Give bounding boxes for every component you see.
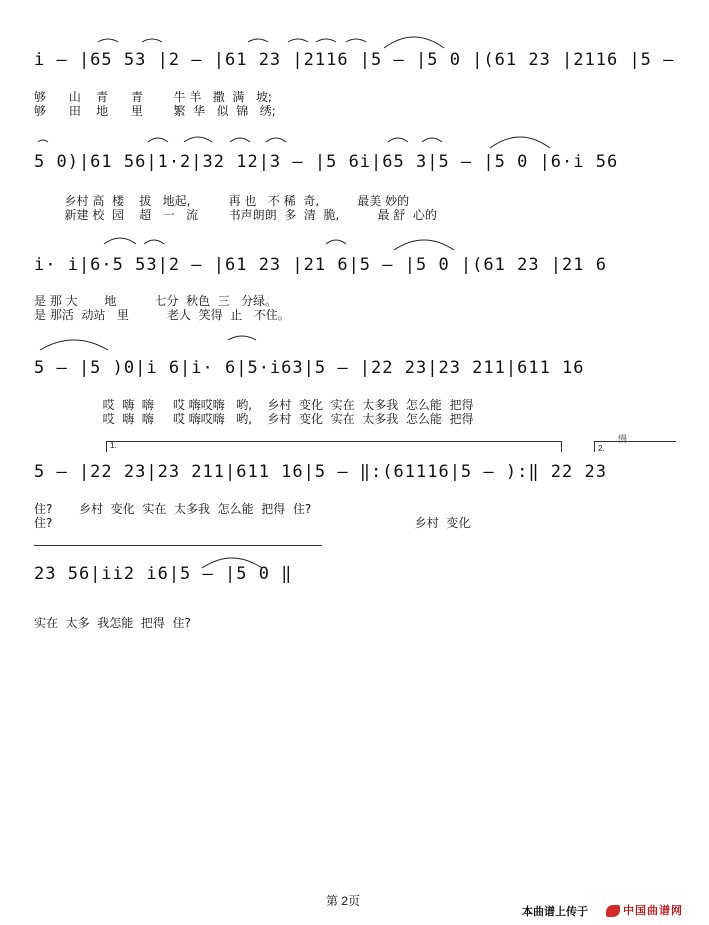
page-number: 第 2页 <box>326 894 361 908</box>
lyric-verse-1: 是 那 大 地 七分 秋色 三 分绿。 <box>34 294 278 308</box>
volta-first-ending <box>106 441 562 452</box>
site-logo-icon <box>606 905 620 917</box>
tempo-mark: 慢 <box>618 435 628 445</box>
lyric-verse-2: 够 田 地 里 繁 华 似 锦 绣; <box>34 104 276 118</box>
notation-line-2: 5 0)|61 56|1·2|32 12|3 – |5 6i̇|65 3|5 – |5 0 |6·i̇ 56 <box>34 152 619 172</box>
staff-system-2 <box>34 130 684 225</box>
volta-label-1: 1. <box>110 441 117 450</box>
volta-label-2: 2. <box>598 444 605 453</box>
notation-line-4: 5 – |5 )0|i̇ 6|i̇· 6|5·i̇63|5 – |22 23|23 211|611 16 <box>34 358 585 378</box>
lyric-verse-2: 哎 嗨 嗨 哎 嗨哎嗨 哟, 乡村 变化 实在 太多我 怎么能 把得 <box>34 412 474 426</box>
notation-line-1: i̇ – |65 53 |2 – |61 23 |2116 |5 – |5 0 |(61 23 |2116 |5 – <box>34 50 675 70</box>
site-name: 中国曲谱网 <box>623 905 683 917</box>
lyric-verse-2: 是 那活 动站 里 老人 笑得 止 不住。 <box>34 308 290 322</box>
staff-system-5 <box>34 452 684 532</box>
staff-system-4 <box>34 330 684 430</box>
staff-system-1 <box>34 32 684 122</box>
lyric-verse-2: 住? 乡村 变化 <box>34 516 471 530</box>
notation-line-3: i̇· i̇|6·5 53|2 – |61 23 |21 6|5 – |5 0 |(61 23 |21 6 <box>34 255 607 275</box>
staff-system-3 <box>34 230 684 325</box>
continuation-bracket <box>34 545 322 546</box>
lyric-verse-1: 乡村 高 楼 拔 地起, 再 也 不 稀 奇, 最美 妙的 <box>34 194 410 208</box>
volta-second-ending <box>594 441 676 452</box>
notation-line-6: 23 56|i̇i̇2 i̇6|5 – |5 0 ‖ <box>34 564 293 584</box>
site-logo <box>606 902 683 918</box>
lyric-verse-1: 住? 乡村 变化 实在 太多我 怎么能 把得 住? <box>34 502 312 516</box>
upload-text: 本曲谱上传于 <box>522 906 588 918</box>
lyric-verse-1: 哎 嗨 嗨 哎 嗨哎嗨 哟, 乡村 变化 实在 太多我 怎么能 把得 <box>34 398 474 412</box>
lyric-final-line: 实在 太多 我怎能 把得 住? <box>34 616 191 630</box>
notation-line-5: 5 – |22 23|23 211|611 16|5 – ‖:(61116|5 – ):‖ 22 23 <box>34 462 607 482</box>
lyric-verse-1: 够 山 青 青 牛 羊 撒 满 坡; <box>34 90 272 104</box>
staff-system-6 <box>34 550 684 640</box>
lyric-verse-2: 新建 校 园 超 一 流 书声朗朗 多 清 脆, 最 舒 心的 <box>34 208 437 222</box>
